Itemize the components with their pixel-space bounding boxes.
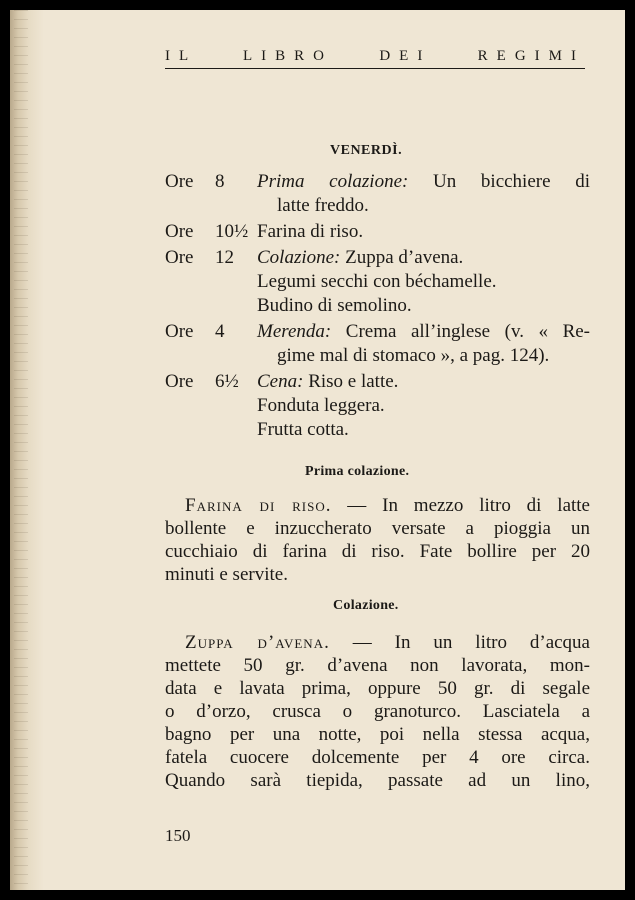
meal-item: Crema all’inglese (v. « Re- bbox=[345, 321, 590, 342]
book-page bbox=[10, 10, 625, 890]
schedule-ore: Ore bbox=[165, 171, 194, 192]
paragraph-line: fatela cuocere dolcemente per 4 ore circa. bbox=[165, 747, 590, 768]
meal-item: Legumi secchi con béchamelle. bbox=[257, 271, 497, 292]
paragraph-line: cucchiaio di farina di riso. Fate bollire per 20 bbox=[165, 541, 590, 562]
schedule-time: 10½ bbox=[215, 221, 249, 242]
recipe-paragraph bbox=[165, 631, 590, 792]
schedule-row bbox=[165, 220, 590, 244]
schedule-time: 8 bbox=[215, 171, 225, 192]
meal-item: Frutta cotta. bbox=[257, 419, 349, 440]
meal-item: Budino di semolino. bbox=[257, 295, 412, 316]
day-title: VENERDÌ. bbox=[330, 143, 403, 158]
book-gutter bbox=[10, 10, 44, 890]
meal-item: Zuppa d’avena. bbox=[345, 247, 464, 268]
schedule-time: 12 bbox=[215, 247, 234, 268]
meal-name: Cena: bbox=[257, 371, 304, 392]
meal-item: Fonduta leggera. bbox=[257, 395, 385, 416]
recipe-paragraph bbox=[165, 494, 590, 586]
schedule-row bbox=[165, 320, 590, 368]
paragraph-line: Quando sarà tiepida, passate ad un lino, bbox=[165, 770, 590, 791]
meal-item: Farina di riso. bbox=[257, 221, 364, 242]
paragraph-line: data e lavata prima, oppure 50 gr. di segale bbox=[165, 678, 590, 699]
schedule-row bbox=[165, 370, 590, 442]
meal-item: latte freddo. bbox=[277, 195, 369, 216]
schedule-ore: Ore bbox=[165, 371, 194, 392]
schedule-description bbox=[257, 370, 590, 442]
meal-name: Colazione: bbox=[257, 247, 341, 268]
paragraph-line: mettete 50 gr. d’avena non lavorata, mon- bbox=[165, 655, 590, 676]
schedule-description bbox=[257, 246, 590, 318]
meal-item: Riso e latte. bbox=[308, 371, 399, 392]
page-number: 150 bbox=[165, 826, 191, 845]
meal-item: Un bicchiere di bbox=[433, 171, 590, 192]
section-title: Colazione. bbox=[333, 598, 399, 613]
recipe-name: Zuppa d’avena. bbox=[185, 632, 330, 653]
schedule-row bbox=[165, 246, 590, 318]
schedule-ore: Ore bbox=[165, 247, 194, 268]
schedule-ore: Ore bbox=[165, 321, 194, 342]
meal-item: gime mal di stomaco », a pag. 124). bbox=[277, 345, 550, 366]
schedule-description bbox=[257, 320, 590, 368]
schedule-row bbox=[165, 170, 590, 218]
schedule-time: 6½ bbox=[215, 371, 239, 392]
section-title: Prima colazione. bbox=[305, 464, 410, 479]
recipe-name: Farina di riso. bbox=[185, 495, 332, 516]
paragraph-line: minuti e servite. bbox=[165, 564, 288, 585]
paragraph-line: bollente e inzuccherato versate a pioggia un bbox=[165, 518, 590, 539]
schedule-time: 4 bbox=[215, 321, 225, 342]
meal-name: Prima colazione: bbox=[257, 171, 409, 192]
paragraph-line: o d’orzo, crusca o granoturco. Lasciatela a bbox=[165, 701, 590, 722]
header-rule bbox=[165, 68, 585, 69]
schedule-description bbox=[257, 220, 590, 244]
schedule-ore: Ore bbox=[165, 221, 194, 242]
meal-name: Merenda: bbox=[257, 321, 332, 342]
schedule-description bbox=[257, 170, 590, 218]
meal-schedule bbox=[165, 170, 590, 444]
paragraph-line: — In mezzo litro di latte bbox=[331, 495, 590, 516]
paragraph-line: bagno per una notte, poi nella stessa acqua, bbox=[165, 724, 590, 745]
paragraph-line: — In un litro d’acqua bbox=[329, 632, 590, 653]
running-header: IL LIBRO DEI REGIMI bbox=[165, 48, 585, 64]
